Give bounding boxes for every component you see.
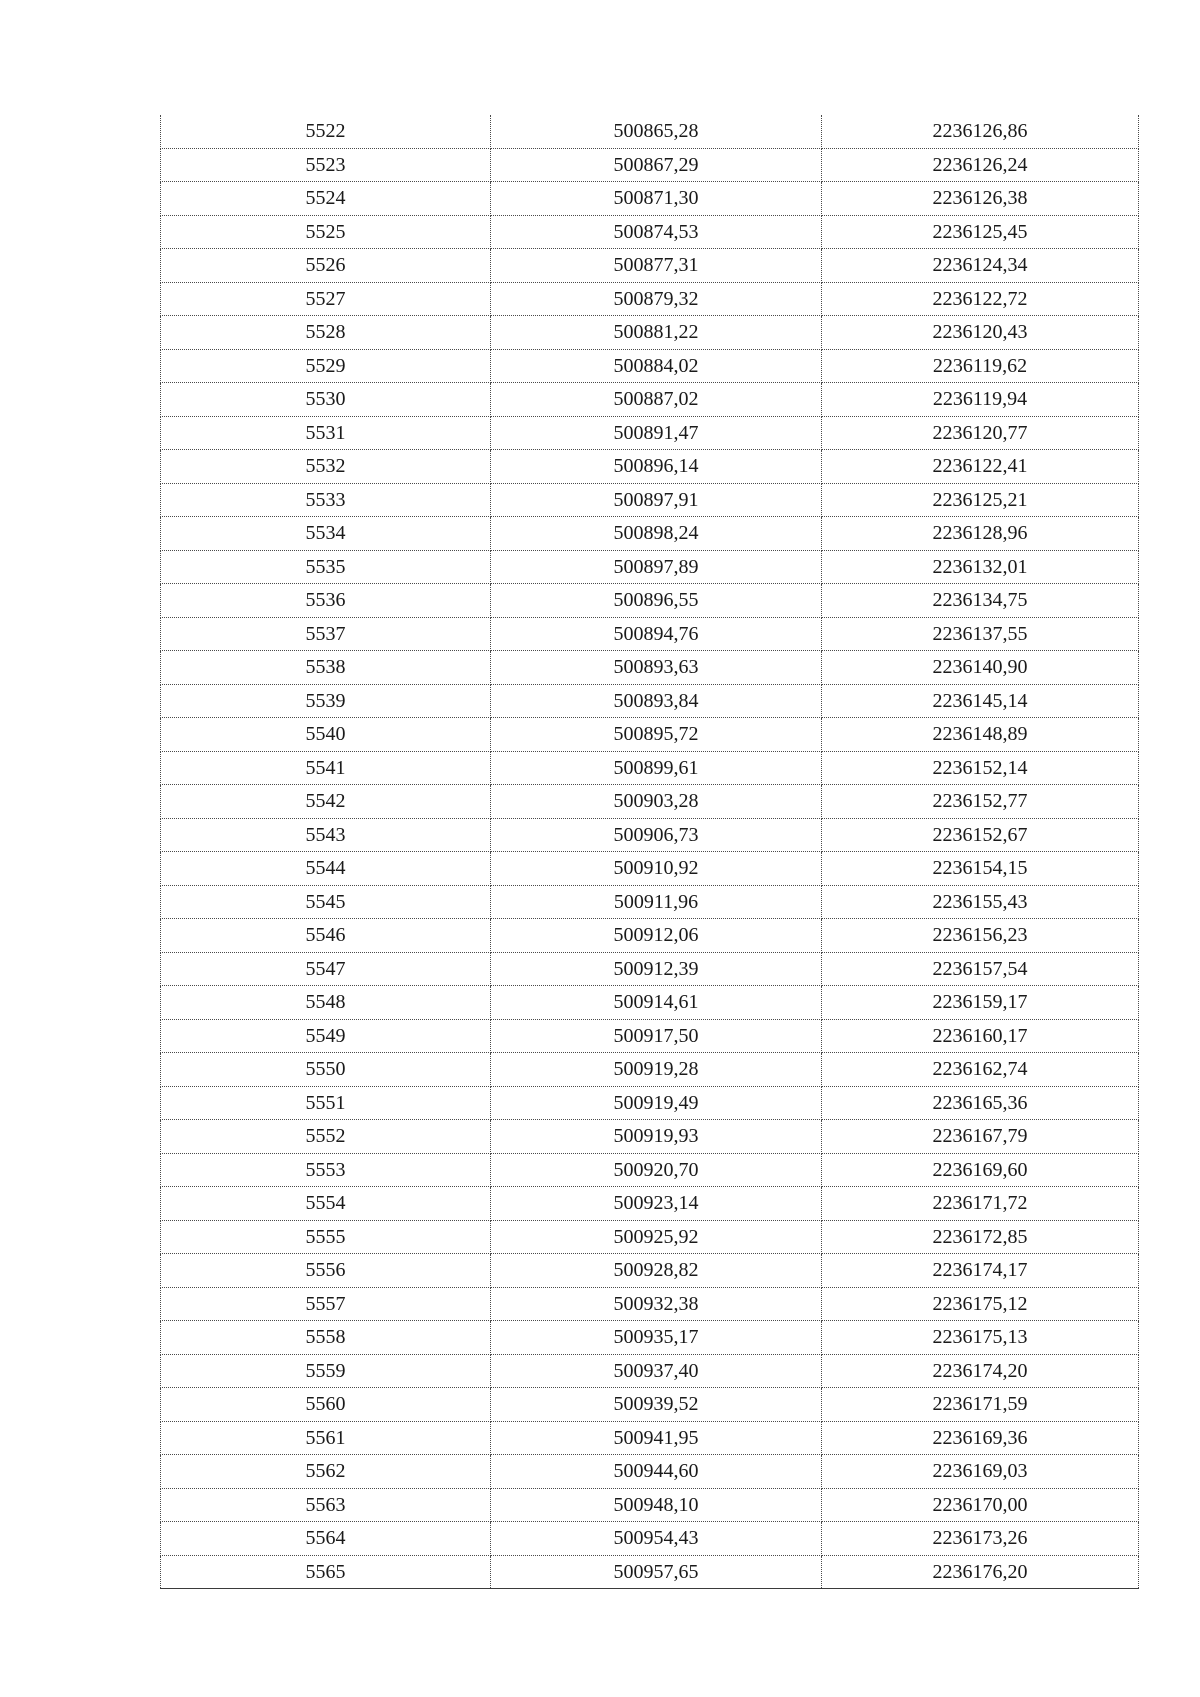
table-row	[161, 282, 1139, 316]
table-row	[161, 919, 1139, 953]
x-coordinate-cell: 500937,40	[491, 1354, 822, 1388]
table-row	[161, 1522, 1139, 1556]
point-number-cell: 5555	[161, 1220, 491, 1254]
y-coordinate-cell: 2236126,38	[822, 182, 1139, 216]
table-row	[161, 1488, 1139, 1522]
point-number-cell: 5538	[161, 651, 491, 685]
point-number-cell: 5532	[161, 450, 491, 484]
y-coordinate-cell: 2236122,72	[822, 282, 1139, 316]
y-coordinate-cell: 2236145,14	[822, 684, 1139, 718]
y-coordinate-cell: 2236157,54	[822, 952, 1139, 986]
table-row	[161, 383, 1139, 417]
point-number-cell: 5536	[161, 584, 491, 618]
table-row	[161, 550, 1139, 584]
point-number-cell: 5541	[161, 751, 491, 785]
y-coordinate-cell: 2236175,12	[822, 1287, 1139, 1321]
y-coordinate-cell: 2236122,41	[822, 450, 1139, 484]
table-row	[161, 1421, 1139, 1455]
table-row	[161, 115, 1139, 148]
y-coordinate-cell: 2236125,45	[822, 215, 1139, 249]
x-coordinate-cell: 500912,06	[491, 919, 822, 953]
y-coordinate-cell: 2236172,85	[822, 1220, 1139, 1254]
y-coordinate-cell: 2236152,14	[822, 751, 1139, 785]
table-row	[161, 1321, 1139, 1355]
point-number-cell: 5545	[161, 885, 491, 919]
point-number-cell: 5554	[161, 1187, 491, 1221]
table-row	[161, 818, 1139, 852]
x-coordinate-cell: 500867,29	[491, 148, 822, 182]
y-coordinate-cell: 2236167,79	[822, 1120, 1139, 1154]
x-coordinate-cell: 500896,14	[491, 450, 822, 484]
y-coordinate-cell: 2236175,13	[822, 1321, 1139, 1355]
table-row	[161, 1388, 1139, 1422]
x-coordinate-cell: 500899,61	[491, 751, 822, 785]
point-number-cell: 5526	[161, 249, 491, 283]
x-coordinate-cell: 500906,73	[491, 818, 822, 852]
table-row	[161, 651, 1139, 685]
y-coordinate-cell: 2236176,20	[822, 1555, 1139, 1589]
table-row	[161, 1086, 1139, 1120]
point-number-cell: 5525	[161, 215, 491, 249]
table-row	[161, 718, 1139, 752]
point-number-cell: 5533	[161, 483, 491, 517]
table-row	[161, 1455, 1139, 1489]
point-number-cell: 5546	[161, 919, 491, 953]
y-coordinate-cell: 2236152,67	[822, 818, 1139, 852]
y-coordinate-cell: 2236154,15	[822, 852, 1139, 886]
y-coordinate-cell: 2236120,77	[822, 416, 1139, 450]
x-coordinate-cell: 500871,30	[491, 182, 822, 216]
table-row	[161, 316, 1139, 350]
table-row	[161, 349, 1139, 383]
point-number-cell: 5551	[161, 1086, 491, 1120]
table-row	[161, 684, 1139, 718]
point-number-cell: 5530	[161, 383, 491, 417]
y-coordinate-cell: 2236119,94	[822, 383, 1139, 417]
point-number-cell: 5548	[161, 986, 491, 1020]
point-number-cell: 5535	[161, 550, 491, 584]
y-coordinate-cell: 2236126,86	[822, 115, 1139, 148]
table-row	[161, 952, 1139, 986]
x-coordinate-cell: 500879,32	[491, 282, 822, 316]
x-coordinate-cell: 500897,89	[491, 550, 822, 584]
point-number-cell: 5557	[161, 1287, 491, 1321]
table-row	[161, 1019, 1139, 1053]
y-coordinate-cell: 2236134,75	[822, 584, 1139, 618]
y-coordinate-cell: 2236170,00	[822, 1488, 1139, 1522]
table-row	[161, 1354, 1139, 1388]
y-coordinate-cell: 2236171,72	[822, 1187, 1139, 1221]
point-number-cell: 5558	[161, 1321, 491, 1355]
point-number-cell: 5540	[161, 718, 491, 752]
y-coordinate-cell: 2236169,03	[822, 1455, 1139, 1489]
x-coordinate-cell: 500919,93	[491, 1120, 822, 1154]
x-coordinate-cell: 500914,61	[491, 986, 822, 1020]
point-number-cell: 5553	[161, 1153, 491, 1187]
x-coordinate-cell: 500893,84	[491, 684, 822, 718]
table-row	[161, 148, 1139, 182]
x-coordinate-cell: 500919,49	[491, 1086, 822, 1120]
x-coordinate-cell: 500928,82	[491, 1254, 822, 1288]
table-row	[161, 751, 1139, 785]
table-row	[161, 1254, 1139, 1288]
y-coordinate-cell: 2236137,55	[822, 617, 1139, 651]
y-coordinate-cell: 2236155,43	[822, 885, 1139, 919]
point-number-cell: 5562	[161, 1455, 491, 1489]
x-coordinate-cell: 500894,76	[491, 617, 822, 651]
point-number-cell: 5539	[161, 684, 491, 718]
point-number-cell: 5565	[161, 1555, 491, 1589]
x-coordinate-cell: 500957,65	[491, 1555, 822, 1589]
table-row	[161, 1555, 1139, 1589]
x-coordinate-cell: 500897,91	[491, 483, 822, 517]
x-coordinate-cell: 500919,28	[491, 1053, 822, 1087]
point-number-cell: 5528	[161, 316, 491, 350]
table-row	[161, 1120, 1139, 1154]
y-coordinate-cell: 2236126,24	[822, 148, 1139, 182]
table-row	[161, 450, 1139, 484]
x-coordinate-cell: 500910,92	[491, 852, 822, 886]
point-number-cell: 5549	[161, 1019, 491, 1053]
y-coordinate-cell: 2236120,43	[822, 316, 1139, 350]
point-number-cell: 5559	[161, 1354, 491, 1388]
point-number-cell: 5522	[161, 115, 491, 148]
table-row	[161, 483, 1139, 517]
table-row	[161, 215, 1139, 249]
table-row	[161, 617, 1139, 651]
y-coordinate-cell: 2236173,26	[822, 1522, 1139, 1556]
y-coordinate-cell: 2236174,20	[822, 1354, 1139, 1388]
point-number-cell: 5542	[161, 785, 491, 819]
x-coordinate-cell: 500898,24	[491, 517, 822, 551]
x-coordinate-cell: 500935,17	[491, 1321, 822, 1355]
y-coordinate-cell: 2236165,36	[822, 1086, 1139, 1120]
y-coordinate-cell: 2236148,89	[822, 718, 1139, 752]
point-number-cell: 5561	[161, 1421, 491, 1455]
table-row	[161, 885, 1139, 919]
y-coordinate-cell: 2236125,21	[822, 483, 1139, 517]
x-coordinate-cell: 500877,31	[491, 249, 822, 283]
table-row	[161, 249, 1139, 283]
table-row	[161, 416, 1139, 450]
table-row	[161, 1187, 1139, 1221]
y-coordinate-cell: 2236132,01	[822, 550, 1139, 584]
point-number-cell: 5537	[161, 617, 491, 651]
x-coordinate-cell: 500932,38	[491, 1287, 822, 1321]
x-coordinate-cell: 500884,02	[491, 349, 822, 383]
x-coordinate-cell: 500941,95	[491, 1421, 822, 1455]
y-coordinate-cell: 2236162,74	[822, 1053, 1139, 1087]
table-row	[161, 986, 1139, 1020]
x-coordinate-cell: 500874,53	[491, 215, 822, 249]
x-coordinate-cell: 500893,63	[491, 651, 822, 685]
y-coordinate-cell: 2236160,17	[822, 1019, 1139, 1053]
point-number-cell: 5547	[161, 952, 491, 986]
point-number-cell: 5544	[161, 852, 491, 886]
x-coordinate-cell: 500865,28	[491, 115, 822, 148]
table-row	[161, 852, 1139, 886]
x-coordinate-cell: 500939,52	[491, 1388, 822, 1422]
point-number-cell: 5534	[161, 517, 491, 551]
x-coordinate-cell: 500925,92	[491, 1220, 822, 1254]
x-coordinate-cell: 500903,28	[491, 785, 822, 819]
x-coordinate-cell: 500923,14	[491, 1187, 822, 1221]
table-row	[161, 517, 1139, 551]
table-row	[161, 1287, 1139, 1321]
table-row	[161, 1153, 1139, 1187]
coordinates-table-body	[161, 115, 1139, 1589]
y-coordinate-cell: 2236119,62	[822, 349, 1139, 383]
x-coordinate-cell: 500887,02	[491, 383, 822, 417]
table-row	[161, 785, 1139, 819]
point-number-cell: 5552	[161, 1120, 491, 1154]
point-number-cell: 5523	[161, 148, 491, 182]
y-coordinate-cell: 2236124,34	[822, 249, 1139, 283]
point-number-cell: 5564	[161, 1522, 491, 1556]
point-number-cell: 5560	[161, 1388, 491, 1422]
y-coordinate-cell: 2236156,23	[822, 919, 1139, 953]
x-coordinate-cell: 500881,22	[491, 316, 822, 350]
y-coordinate-cell: 2236171,59	[822, 1388, 1139, 1422]
coordinates-table	[160, 115, 1139, 1589]
x-coordinate-cell: 500891,47	[491, 416, 822, 450]
x-coordinate-cell: 500896,55	[491, 584, 822, 618]
y-coordinate-cell: 2236159,17	[822, 986, 1139, 1020]
y-coordinate-cell: 2236169,60	[822, 1153, 1139, 1187]
y-coordinate-cell: 2236169,36	[822, 1421, 1139, 1455]
point-number-cell: 5524	[161, 182, 491, 216]
table-row	[161, 182, 1139, 216]
point-number-cell: 5527	[161, 282, 491, 316]
point-number-cell: 5531	[161, 416, 491, 450]
table-row	[161, 1053, 1139, 1087]
table-row	[161, 584, 1139, 618]
point-number-cell: 5550	[161, 1053, 491, 1087]
x-coordinate-cell: 500948,10	[491, 1488, 822, 1522]
point-number-cell: 5556	[161, 1254, 491, 1288]
y-coordinate-cell: 2236128,96	[822, 517, 1139, 551]
point-number-cell: 5563	[161, 1488, 491, 1522]
point-number-cell: 5543	[161, 818, 491, 852]
y-coordinate-cell: 2236140,90	[822, 651, 1139, 685]
x-coordinate-cell: 500920,70	[491, 1153, 822, 1187]
x-coordinate-cell: 500944,60	[491, 1455, 822, 1489]
x-coordinate-cell: 500954,43	[491, 1522, 822, 1556]
point-number-cell: 5529	[161, 349, 491, 383]
x-coordinate-cell: 500911,96	[491, 885, 822, 919]
x-coordinate-cell: 500895,72	[491, 718, 822, 752]
y-coordinate-cell: 2236174,17	[822, 1254, 1139, 1288]
x-coordinate-cell: 500917,50	[491, 1019, 822, 1053]
y-coordinate-cell: 2236152,77	[822, 785, 1139, 819]
table-row	[161, 1220, 1139, 1254]
x-coordinate-cell: 500912,39	[491, 952, 822, 986]
